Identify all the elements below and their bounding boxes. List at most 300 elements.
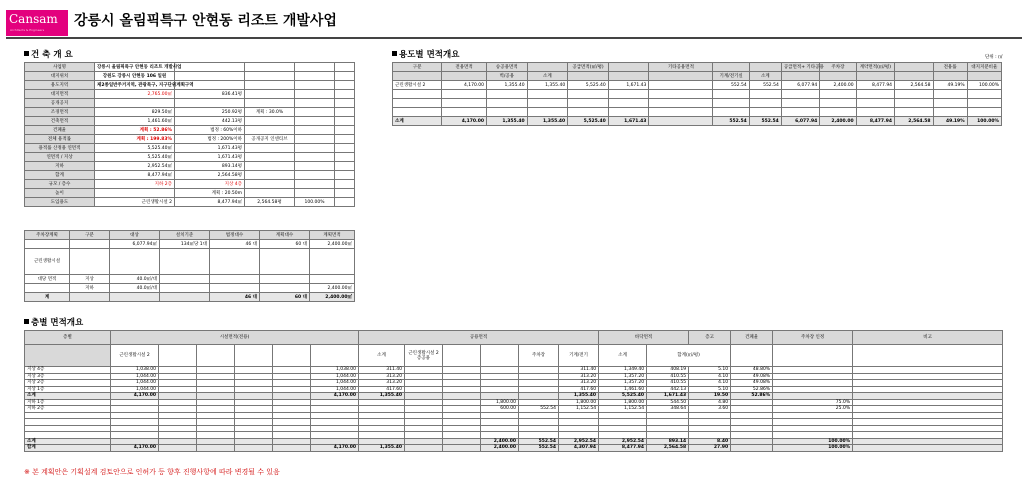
floor-cell <box>731 445 773 452</box>
use-cell <box>393 108 442 117</box>
floor-header-cell: 시설면적(전용) <box>111 331 359 345</box>
overview-value <box>335 108 355 117</box>
parking-cell <box>25 240 70 249</box>
overview-value <box>295 126 335 135</box>
use-cell: 1,355.40 <box>527 117 568 126</box>
floor-subheader-cell <box>197 345 235 367</box>
use-subheader-cell <box>608 72 649 81</box>
use-cell: 100.00% <box>967 117 1001 126</box>
use-cell <box>967 90 1001 99</box>
floor-cell <box>853 445 1003 452</box>
overview-value <box>335 117 355 126</box>
overview-value: 250.92평 <box>175 108 245 117</box>
use-row <box>393 108 1002 117</box>
use-subheader-cell <box>967 72 1001 81</box>
parking-row <box>25 284 355 293</box>
parking-cell <box>210 249 260 275</box>
use-subheader-cell: 소계 <box>749 72 781 81</box>
overview-value <box>295 63 335 72</box>
floor-cell: 4,170.00 <box>111 393 159 400</box>
use-cell <box>856 90 894 99</box>
floor-cell: 2,952.54 <box>599 438 647 445</box>
use-cell <box>967 108 1001 117</box>
overview-row <box>25 198 355 207</box>
overview-value: 893.14평 <box>175 162 245 171</box>
use-cell: 6,077.94 <box>781 81 819 90</box>
overview-value: 2,564.58평 <box>175 171 245 180</box>
parking-cell: 40.0㎡/대 <box>110 284 160 293</box>
overview-value <box>245 171 295 180</box>
floor-cell: 지하 2층 <box>25 406 111 413</box>
use-cell: 49.19% <box>933 117 967 126</box>
overview-value <box>175 63 245 72</box>
use-cell: 1,355.40 <box>487 117 528 126</box>
use-cell: 2,564.58 <box>895 81 933 90</box>
use-cell: 5,525.40 <box>568 117 609 126</box>
use-row <box>393 117 1002 126</box>
parking-cell: 지상 <box>70 275 110 284</box>
use-cell <box>895 90 933 99</box>
overview-label: 대지면적 <box>25 90 95 99</box>
use-header-cell <box>527 63 568 72</box>
floor-area-table <box>24 330 1003 452</box>
floor-cell: 600.00 <box>481 406 519 413</box>
floor-subheader-cell <box>273 345 311 367</box>
parking-cell: 46 대 <box>210 293 260 302</box>
parking-table <box>24 230 355 302</box>
use-cell <box>713 90 749 99</box>
parking-header-cell: 계획면적 <box>310 231 355 240</box>
overview-label: 사업명 <box>25 63 95 72</box>
overview-value: 계획 : 52.86% <box>95 126 175 135</box>
parking-cell <box>160 249 210 275</box>
use-cell <box>713 108 749 117</box>
overview-value <box>335 162 355 171</box>
use-header-cell: 대지지분비율 <box>967 63 1001 72</box>
parking-cell: 대당 면적 <box>25 275 70 284</box>
floor-cell: 4.80 <box>689 399 731 406</box>
use-cell: 4,170.00 <box>442 117 487 126</box>
floor-cell: 5.10 <box>689 367 731 374</box>
floor-header-cell: 주차장 인정 <box>773 331 853 345</box>
parking-header-cell: 구분 <box>70 231 110 240</box>
use-cell <box>568 99 609 108</box>
use-cell <box>781 90 819 99</box>
parking-cell: 2,400.00㎡ <box>310 240 355 249</box>
use-cell: 1,671.43 <box>608 81 649 90</box>
floor-cell: 410.55 <box>647 373 689 380</box>
floor-subheader-cell <box>443 345 481 367</box>
use-subheader-cell: 소계 <box>527 72 568 81</box>
floor-cell: 소계 <box>25 393 111 400</box>
use-cell: 근린생활시설 2 <box>393 81 442 90</box>
floor-cell: 1,355.40 <box>559 393 599 400</box>
overview-value: 강릉시 올림픽특구 안현동 리조트 개발사업 <box>95 63 175 72</box>
overview-value: 836.41평 <box>175 90 245 99</box>
floor-cell: 2,564.58 <box>647 445 689 452</box>
logo-subtext: Architects & Engineers <box>10 28 45 32</box>
overview-value <box>335 90 355 99</box>
floor-cell: 417.60 <box>559 386 599 393</box>
overview-value: 442.13평 <box>175 117 245 126</box>
overview-value <box>245 117 295 126</box>
parking-cell <box>260 275 310 284</box>
floor-cell: 100.00% <box>773 438 853 445</box>
overview-value: 829.50㎡ <box>95 108 175 117</box>
floor-header-cell: 층고 <box>689 331 731 345</box>
use-cell <box>820 108 856 117</box>
floor-cell: 27.90 <box>689 445 731 452</box>
parking-header-cell: 계획대수 <box>260 231 310 240</box>
floor-subheader-blank <box>853 345 1003 367</box>
floor-cell: 지상 2층 <box>25 380 111 387</box>
floor-cell: 417.60 <box>359 386 405 393</box>
floor-subheader-cell: 합계(㎡/평) <box>647 345 731 367</box>
overview-label: 용도지역 <box>25 81 95 90</box>
floor-subheader-cell: 주차장 <box>519 345 559 367</box>
floor-header-cell: 건폐율 <box>731 331 773 345</box>
floor-cell: 49.08% <box>731 373 773 380</box>
use-header-cell: 공급면적+ 기타공용 <box>781 63 819 72</box>
parking-cell: 6,077.94㎡ <box>110 240 160 249</box>
use-cell <box>749 99 781 108</box>
overview-value <box>295 189 335 198</box>
overview-row <box>25 63 355 72</box>
overview-value: 법정 : 60%이하 <box>175 126 245 135</box>
use-cell <box>608 90 649 99</box>
overview-value: 공개공지 인센티브 <box>245 135 295 144</box>
floor-subheader-blank <box>25 345 111 367</box>
floor-cell: 1,038.00 <box>111 367 159 374</box>
overview-value: 2,765.00㎡ <box>95 90 175 99</box>
use-cell: 49.19% <box>933 81 967 90</box>
use-cell <box>820 90 856 99</box>
use-subheader-cell <box>781 72 819 81</box>
overview-label: 대지위치 <box>25 72 95 81</box>
overview-value <box>245 153 295 162</box>
use-cell <box>781 108 819 117</box>
use-cell: 8,477.94 <box>856 81 894 90</box>
overview-value <box>95 99 175 108</box>
overview-row <box>25 171 355 180</box>
floor-cell: 지상 3층 <box>25 373 111 380</box>
parking-cell <box>110 249 160 275</box>
use-cell <box>749 90 781 99</box>
floor-cell <box>405 445 443 452</box>
overview-row <box>25 144 355 153</box>
parking-header-cell: 주차장계획 <box>25 231 70 240</box>
overview-value: 근린생활시설 2 <box>95 198 175 207</box>
use-header-cell: 주차장 <box>820 63 856 72</box>
use-cell <box>527 90 568 99</box>
use-cell: 8,477.94 <box>856 117 894 126</box>
floor-subheader-cell <box>311 345 359 367</box>
use-header-cell <box>749 63 781 72</box>
overview-value <box>245 90 295 99</box>
overview-value <box>245 180 295 189</box>
overview-value: 1,461.60㎡ <box>95 117 175 126</box>
use-cell: 552.54 <box>749 81 781 90</box>
floor-cell: 1,044.00 <box>311 380 359 387</box>
parking-cell: 근린생활시설 <box>25 249 70 275</box>
overview-label: 전체 용적률 <box>25 135 95 144</box>
floor-cell: 1,355.40 <box>359 393 405 400</box>
use-cell: 1,671.43 <box>608 117 649 126</box>
parking-header-cell: 대상 <box>110 231 160 240</box>
use-cell: 5,525.40 <box>568 81 609 90</box>
use-cell: 100.00% <box>967 81 1001 90</box>
use-cell <box>933 99 967 108</box>
overview-value <box>245 99 295 108</box>
overview-value <box>175 99 245 108</box>
overview-value <box>295 180 335 189</box>
overview-value <box>295 90 335 99</box>
floor-cell: 408.19 <box>647 367 689 374</box>
floor-cell: 348.64 <box>647 406 689 413</box>
overview-value <box>245 189 295 198</box>
overview-value <box>295 135 335 144</box>
overview-label: 건축면적 <box>25 117 95 126</box>
parking-cell <box>25 284 70 293</box>
use-cell <box>568 90 609 99</box>
use-cell: 2,400.00 <box>820 81 856 90</box>
use-cell <box>713 99 749 108</box>
floor-cell: 1,044.00 <box>311 373 359 380</box>
use-cell <box>442 99 487 108</box>
parking-cell: 134㎡당 1대 <box>160 240 210 249</box>
parking-cell <box>210 275 260 284</box>
overview-table <box>24 62 355 207</box>
overview-value <box>245 81 295 90</box>
floor-subheader-cell <box>235 345 273 367</box>
floor-cell: 100.00% <box>773 445 853 452</box>
use-cell: 6,077.94 <box>781 117 819 126</box>
floor-cell: 지상 1층 <box>25 386 111 393</box>
floor-cell: 313.20 <box>359 380 405 387</box>
overview-value <box>335 72 355 81</box>
use-cell <box>487 99 528 108</box>
floor-header-cell: 공용면적 <box>359 331 599 345</box>
unit-label: 단위 : ㎡ <box>985 55 1003 60</box>
floor-subheader-cell <box>481 345 519 367</box>
use-cell <box>967 99 1001 108</box>
use-header-cell <box>713 63 749 72</box>
use-cell <box>442 90 487 99</box>
floor-cell <box>197 445 235 452</box>
overview-label: 도입용도 <box>25 198 95 207</box>
overview-value: 2,564.58평 <box>245 198 295 207</box>
floor-cell: 1,800.00 <box>559 399 599 406</box>
overview-row <box>25 117 355 126</box>
floor-cell: 313.20 <box>559 373 599 380</box>
overview-row <box>25 180 355 189</box>
logo-text: Cansam <box>9 12 58 26</box>
overview-value <box>295 153 335 162</box>
use-cell: 1,355.40 <box>527 81 568 90</box>
use-subheader-cell <box>856 72 894 81</box>
use-cell <box>527 99 568 108</box>
overview-value: 8,477.94㎡ <box>175 198 245 207</box>
overview-value: 100.00% <box>295 198 335 207</box>
floor-cell: 2,400.00 <box>481 445 519 452</box>
use-subheader-cell <box>820 72 856 81</box>
use-cell <box>856 108 894 117</box>
floor-cell: 4,170.00 <box>111 445 159 452</box>
page-title: 강릉시 올림픽특구 안현동 리조트 개발사업 <box>74 13 337 29</box>
floor-subheader-cell: 근린생활시설 2 층공용 <box>405 345 443 367</box>
overview-row <box>25 135 355 144</box>
floor-cell: 4,170.00 <box>311 445 359 452</box>
overview-row <box>25 90 355 99</box>
floor-cell: 552.54 <box>519 438 559 445</box>
floor-cell: 8.40 <box>689 438 731 445</box>
floor-cell: 552.54 <box>519 406 559 413</box>
overview-value <box>295 108 335 117</box>
floor-cell: 지상 4층 <box>25 367 111 374</box>
floor-cell: 1,355.40 <box>359 445 405 452</box>
floor-cell: 1,357.20 <box>599 373 647 380</box>
floor-cell: 5,525.40 <box>599 393 647 400</box>
floor-cell: 1,044.00 <box>111 386 159 393</box>
use-cell <box>608 99 649 108</box>
overview-value: 8,477.94㎡ <box>95 171 175 180</box>
floor-cell: 25.0% <box>773 406 853 413</box>
overview-value <box>295 117 335 126</box>
use-area-section-title: 용도별 면적개요 <box>392 50 459 61</box>
use-cell <box>749 108 781 117</box>
floor-cell: 2,400.00 <box>481 438 519 445</box>
overview-value <box>335 126 355 135</box>
parking-cell: 2,400.00㎡ <box>310 293 355 302</box>
parking-row <box>25 275 355 284</box>
use-header-cell: 전용면적 <box>442 63 487 72</box>
overview-value <box>295 99 335 108</box>
use-cell: 552.54 <box>713 117 749 126</box>
overview-row <box>25 81 355 90</box>
overview-value: 계획 : 30.0% <box>245 108 295 117</box>
overview-value <box>295 162 335 171</box>
overview-label: 연면적 / 지상 <box>25 153 95 162</box>
floor-cell: 552.54 <box>519 445 559 452</box>
floor-cell: 442.13 <box>647 386 689 393</box>
overview-value: 1,671.43평 <box>175 144 245 153</box>
use-cell <box>393 90 442 99</box>
use-subheader-cell <box>393 72 442 81</box>
use-subheader-cell: 벽/공용 <box>487 72 528 81</box>
use-cell: 4,170.00 <box>442 81 487 90</box>
overview-label: 건폐율 <box>25 126 95 135</box>
parking-cell: 계 <box>25 293 70 302</box>
overview-value <box>245 63 295 72</box>
title-divider <box>6 37 1022 39</box>
use-row <box>393 81 1002 90</box>
floor-cell: 지하 1층 <box>25 399 111 406</box>
parking-cell: 46 대 <box>210 240 260 249</box>
floor-row <box>25 445 1003 452</box>
parking-cell: 지하 <box>70 284 110 293</box>
floor-cell: 313.20 <box>559 380 599 387</box>
floor-header-cell: 층별 <box>25 331 111 345</box>
parking-cell <box>310 275 355 284</box>
floor-cell: 8,477.94 <box>599 445 647 452</box>
floor-subheader-blank <box>731 345 773 367</box>
use-cell <box>820 99 856 108</box>
overview-label: 공개공지 <box>25 99 95 108</box>
parking-cell <box>160 293 210 302</box>
parking-cell: 60 대 <box>260 240 310 249</box>
floor-cell: 4,307.94 <box>559 445 599 452</box>
overview-value: 2,952.54㎡ <box>95 162 175 171</box>
use-cell <box>895 99 933 108</box>
parking-header-row <box>25 231 355 240</box>
overview-value: 1,671.43평 <box>175 153 245 162</box>
overview-value: 지하 2층 <box>95 180 175 189</box>
floor-cell: 4,170.00 <box>311 393 359 400</box>
floor-cell: 52.86% <box>731 393 773 400</box>
use-header-cell: 전용률 <box>933 63 967 72</box>
overview-value <box>335 144 355 153</box>
parking-cell: 40.0㎡/대 <box>110 275 160 284</box>
use-cell <box>649 90 713 99</box>
floor-cell: 1,044.00 <box>111 373 159 380</box>
floor-header-cell: 비고 <box>853 331 1003 345</box>
overview-row <box>25 108 355 117</box>
overview-value: 지상 4층 <box>175 180 245 189</box>
floor-cell: 소계 <box>25 438 111 445</box>
overview-label: 지하 <box>25 162 95 171</box>
floor-cell: 1,044.00 <box>311 386 359 393</box>
overview-label: 높이 <box>25 189 95 198</box>
overview-value: 강원도 강릉시 안현동 106 일원 <box>95 72 175 81</box>
overview-label: 조경면적 <box>25 108 95 117</box>
overview-value: 제2종일반주거지역, 관광특구, 지구단위계획구역 <box>95 81 175 90</box>
use-cell <box>933 108 967 117</box>
use-cell: 552.54 <box>749 117 781 126</box>
overview-value <box>335 171 355 180</box>
use-cell <box>487 108 528 117</box>
overview-row <box>25 99 355 108</box>
floor-subheader-blank <box>773 345 853 367</box>
use-cell <box>649 108 713 117</box>
parking-cell <box>260 284 310 293</box>
overview-value <box>295 72 335 81</box>
floor-header-row <box>25 331 1003 345</box>
parking-cell <box>160 275 210 284</box>
use-cell <box>895 108 933 117</box>
floor-subheader-cell: 근린생활시설 2 <box>111 345 159 367</box>
use-cell <box>442 108 487 117</box>
use-subheader-row <box>393 72 1002 81</box>
overview-value <box>335 81 355 90</box>
overview-label: 합계 <box>25 171 95 180</box>
floor-cell: 410.55 <box>647 380 689 387</box>
overview-value <box>335 63 355 72</box>
overview-row <box>25 72 355 81</box>
use-cell <box>856 99 894 108</box>
overview-value <box>245 72 295 81</box>
overview-value <box>295 81 335 90</box>
overview-row <box>25 162 355 171</box>
overview-row <box>25 153 355 162</box>
floor-cell: 1,357.20 <box>599 380 647 387</box>
floor-cell: 544.50 <box>647 399 689 406</box>
parking-cell <box>70 240 110 249</box>
floor-subheader-row <box>25 345 1003 367</box>
parking-row <box>25 249 355 275</box>
floor-cell: 1,038.00 <box>311 367 359 374</box>
overview-label: 규모 / 층수 <box>25 180 95 189</box>
floor-subheader-cell: 소계 <box>599 345 647 367</box>
